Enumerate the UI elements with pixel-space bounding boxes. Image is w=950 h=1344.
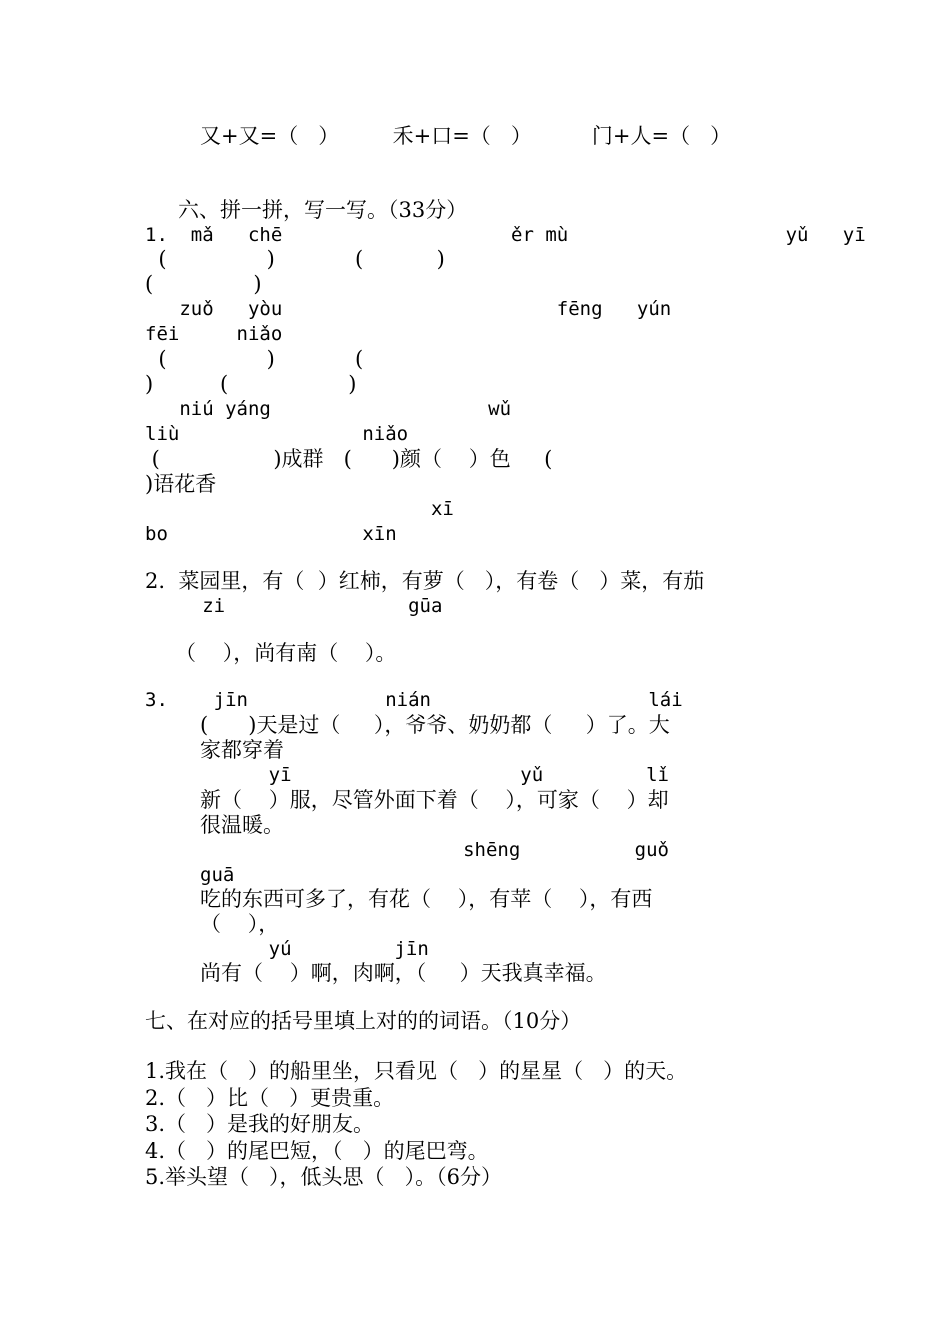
question-three-text: 家都穿着 (200, 738, 284, 762)
question-two-text: （ ），尚有南（ ）。 (175, 641, 397, 665)
question-three-text: 尚有（ ）啊，肉啊，（ ）天我真幸福。 (200, 961, 607, 985)
pinyin-line: zi gūa (145, 595, 443, 617)
pinyin-line: liù niǎo (145, 423, 409, 445)
fill-in-question: 1.我在（ ）的船里坐，只看见（ ）的星星（ ）的天。 (145, 1059, 688, 1083)
fill-in-question: 5.举头望（ ），低头思（ ）。（6分） (145, 1165, 502, 1189)
fill-in-question: 4.（ ）的尾巴短，（ ）的尾巴弯。 (145, 1139, 489, 1163)
answer-blank-line: ( ) ( ) (145, 247, 445, 271)
question-three-text: （ ）， (200, 912, 280, 936)
pinyin-line: zuǒ yòu fēng yún (145, 298, 672, 320)
answer-blank-line: ( ) (145, 272, 262, 296)
pinyin-line: guā (200, 864, 235, 886)
character-combination-row: 又+又=（ ） 禾+口=（ ） 门+人=（ ） (200, 124, 732, 148)
section-seven-heading: 七、在对应的括号里填上对的的词语。（10分） (145, 1009, 582, 1033)
pinyin-line: yú jīn (200, 938, 429, 960)
answer-blank-line: )语花香 (145, 472, 217, 496)
section-six-heading: 六、拼一拼，写一写。（33分） (178, 198, 468, 222)
fill-in-question: 2.（ ）比（ ）更贵重。 (145, 1086, 395, 1110)
pinyin-line: bo xīn (145, 523, 397, 545)
answer-blank-line: ( )成群 ( )颜（ ）色 ( (145, 447, 553, 471)
answer-blank-line: ) ( ) (145, 372, 357, 396)
pinyin-line: fēi niǎo (145, 323, 283, 345)
question-two-text: 2. 菜园里，有（ ）红柿，有萝（ ），有卷（ ）菜，有茄 (145, 569, 705, 593)
pinyin-line: shēng guǒ (200, 839, 669, 861)
fill-in-question: 3.（ ）是我的好朋友。 (145, 1112, 375, 1136)
pinyin-line: 1. mǎ chē ěr mù yǔ yī (145, 224, 866, 246)
pinyin-line: yī yǔ lǐ (200, 764, 669, 786)
answer-blank-line: ( ) ( (145, 347, 364, 371)
question-three-text: ( )天是过（ ），爷爷、奶奶都（ ）了。大 (200, 713, 670, 737)
pinyin-line: niú yáng wǔ (145, 398, 512, 420)
question-three-text: 新（ ）服，尽管外面下着（ ），可家（ ）却 (200, 788, 669, 812)
question-three-text: 吃的东西可多了，有花（ ），有苹（ ），有西 (200, 887, 653, 911)
pinyin-line: xī (145, 498, 454, 520)
pinyin-line: 3. jīn nián lái (145, 689, 683, 711)
question-three-text: 很温暖。 (200, 813, 284, 837)
